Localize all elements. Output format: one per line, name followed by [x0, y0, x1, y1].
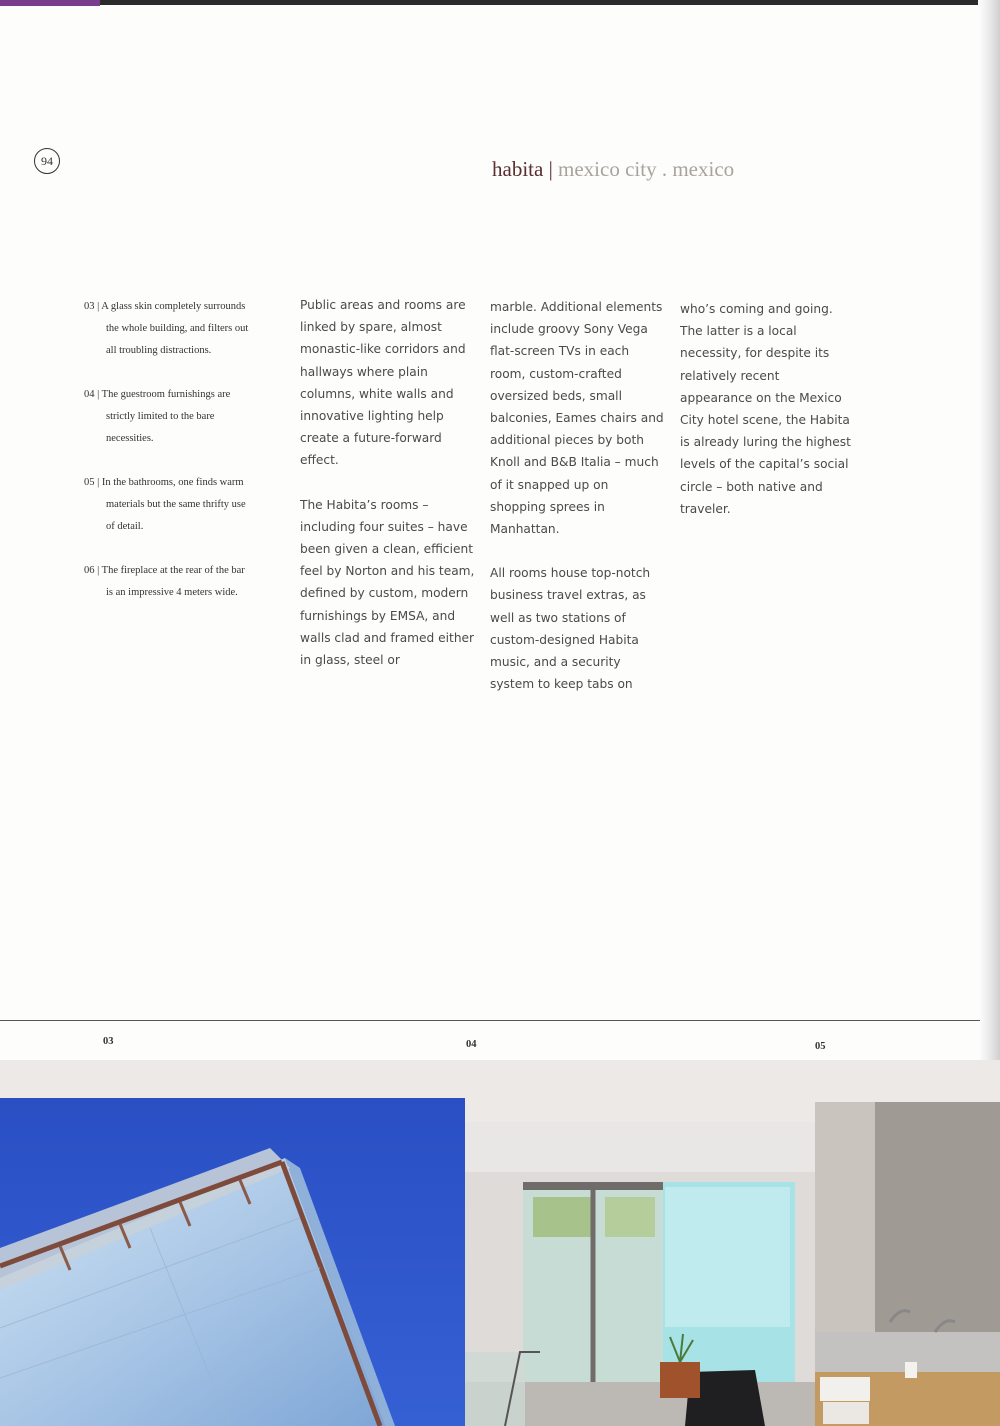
body-paragraph: marble. Additional elements include groovy Sony Vega flat-screen TVs in each room, custom-crafted oversized beds, small balconies, Eames chairs and additional pieces by both Knoll and B&B Italia – much of it snapped up on shopping sprees in Manhattan.	[490, 300, 664, 537]
caption-03: 03 | A glass skin completely surrounds the whole building, and filters out all troubling distractions.	[84, 301, 249, 356]
top-edge-bar	[0, 0, 1000, 5]
body-column-3	[680, 298, 855, 542]
photo-divider-rule	[0, 1020, 980, 1021]
photo-guestroom	[465, 1122, 815, 1426]
photo-label-04: 04	[466, 1039, 477, 1050]
bathroom-illustration	[815, 1102, 1000, 1426]
body-paragraph: All rooms house top-notch business travel extras, as well as two stations of custom-designed Habita music, and a security system to keep tabs on	[490, 566, 651, 692]
caption-06: 06 | The fireplace at the rear of the bar is an impressive 4 meters wide.	[84, 565, 245, 598]
photo-bathroom	[815, 1102, 1000, 1426]
body-column-1	[300, 294, 475, 693]
caption-04: 04 | The guestroom furnishings are strictly limited to the bare necessities.	[84, 389, 231, 444]
body-paragraph: Public areas and rooms are linked by spare, almost monastic-like corridors and hallways where plain columns, white walls and innovative lighting help create a future-forward effect.	[300, 298, 466, 468]
header-separator: |	[548, 157, 553, 181]
caption-05: 05 | In the bathrooms, one finds warm materials but the same thrifty use of detail.	[84, 477, 246, 532]
body-column-2	[490, 296, 665, 717]
photo-label-05: 05	[815, 1041, 826, 1052]
photo-label-03: 03	[103, 1036, 114, 1047]
header-location: mexico city . mexico	[558, 157, 735, 181]
body-paragraph: The Habita’s rooms – including four suites – have been given a clean, efficient feel by Norton and his team, defined by custom, modern furnishings by EMSA, and walls clad and framed either in glass, steel or	[300, 497, 475, 668]
page-spine-shadow	[978, 0, 1000, 1060]
guestroom-illustration	[465, 1122, 815, 1426]
header-brand: habita	[492, 157, 544, 181]
page-number: 94	[34, 148, 60, 174]
glass-facade-illustration	[0, 1098, 465, 1426]
page-header-title	[492, 157, 734, 182]
body-paragraph: who’s coming and going. The latter is a local necessity, for despite its relatively recent appearance on the Mexico City hotel scene, the Habita is already luring the highest levels of the capital’s social circle – both native and traveler.	[680, 302, 851, 516]
photo-captions	[84, 296, 254, 626]
photo-glass-facade	[0, 1098, 465, 1426]
top-accent-strip	[0, 0, 100, 6]
